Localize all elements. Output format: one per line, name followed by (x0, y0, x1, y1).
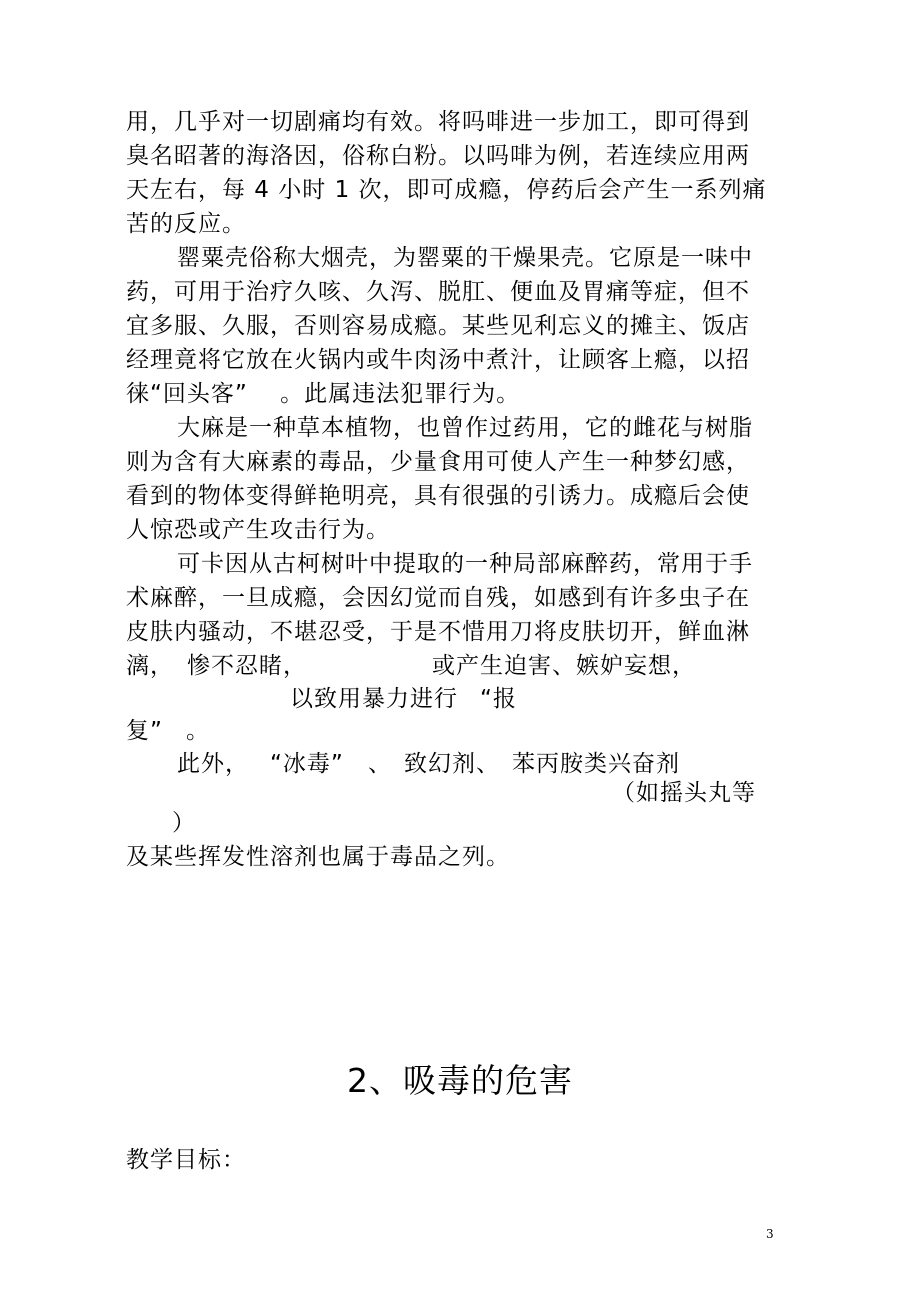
paragraph-line: 大麻是一种草本植物，也曾作过药用，它的雌花与树脂 (177, 415, 753, 441)
subheading: 教学目标： (126, 1147, 246, 1173)
page-number: 3 (766, 1227, 774, 1241)
text-fragment: 复” (126, 718, 163, 744)
text-fragment: “冰毒” (270, 751, 344, 777)
text-fragment: 惨不忍睹， (187, 653, 307, 679)
paragraph-line: 宜多服、久服，否则容易成瘾。某些见利忘义的摊主、饭店 (126, 313, 750, 339)
paragraph-line: 皮肤内骚动，不堪忍受，于是不惜用刀将皮肤切开，鲜血淋 (126, 619, 750, 645)
text-fragment: 致幻剂、 (404, 751, 500, 777)
paragraph-line: 罂粟壳俗称大烟壳，为罂粟的干燥果壳。它原是一味中 (177, 245, 753, 271)
paragraph-line: 可卡因从古柯树叶中提取的一种局部麻醉药，常用于手 (177, 551, 753, 577)
text-fragment: 此外， (177, 751, 249, 777)
paragraph-line: 药，可用于治疗久咳、久泻、脱肛、便血及胃痛等症，但不 (126, 279, 750, 305)
paragraph-line: 人惊恐或产生攻击行为。 (126, 517, 390, 543)
paragraph-line: 天左右，每 4 小时 1 次，即可成瘾，停药后会产生一系列痛 (126, 177, 767, 203)
text-fragment: 或产生迫害、嫉妒妄想， (432, 653, 696, 679)
paragraph-line: 则为含有大麻素的毒品，少量食用可使人产生一种梦幻感， (126, 449, 750, 475)
paragraph-line: 术麻醉，一旦成瘾，会因幻觉而自残，如感到有许多虫子在 (126, 585, 750, 611)
text-fragment: ） (172, 810, 196, 836)
paragraph-line: 及某些挥发性溶剂也属于毒品之列。 (126, 844, 510, 870)
paragraph-line: 臭名昭著的海洛因，俗称白粉。以吗啡为例，若连续应用两 (126, 143, 750, 169)
text-fragment: 、 (368, 751, 392, 777)
paragraph-line: 经理竟将它放在火锅内或牛肉汤中煮汁，让顾客上瘾，以招 (126, 347, 750, 373)
text-fragment: 。 (186, 718, 210, 744)
text-fragment: 漓， (126, 653, 174, 679)
text-fragment: （如摇头丸等 (612, 780, 756, 806)
paragraph-line: 苦的反应。 (126, 211, 246, 237)
text-fragment: 苯丙胺类兴奋剂 (512, 751, 680, 777)
text-fragment: “报 (480, 686, 517, 712)
text-fragment: 以致用暴力进行 (290, 686, 458, 712)
paragraph-line: 用，几乎对一切剧痛均有效。将吗啡进一步加工，即可得到 (126, 109, 750, 135)
paragraph-line: 徕“回头客” 。此属违法犯罪行为。 (126, 381, 521, 407)
section-heading: 2、吸毒的危害 (347, 1061, 573, 1100)
paragraph-line: 看到的物体变得鲜艳明亮，具有很强的引诱力。成瘾后会使 (126, 483, 750, 509)
